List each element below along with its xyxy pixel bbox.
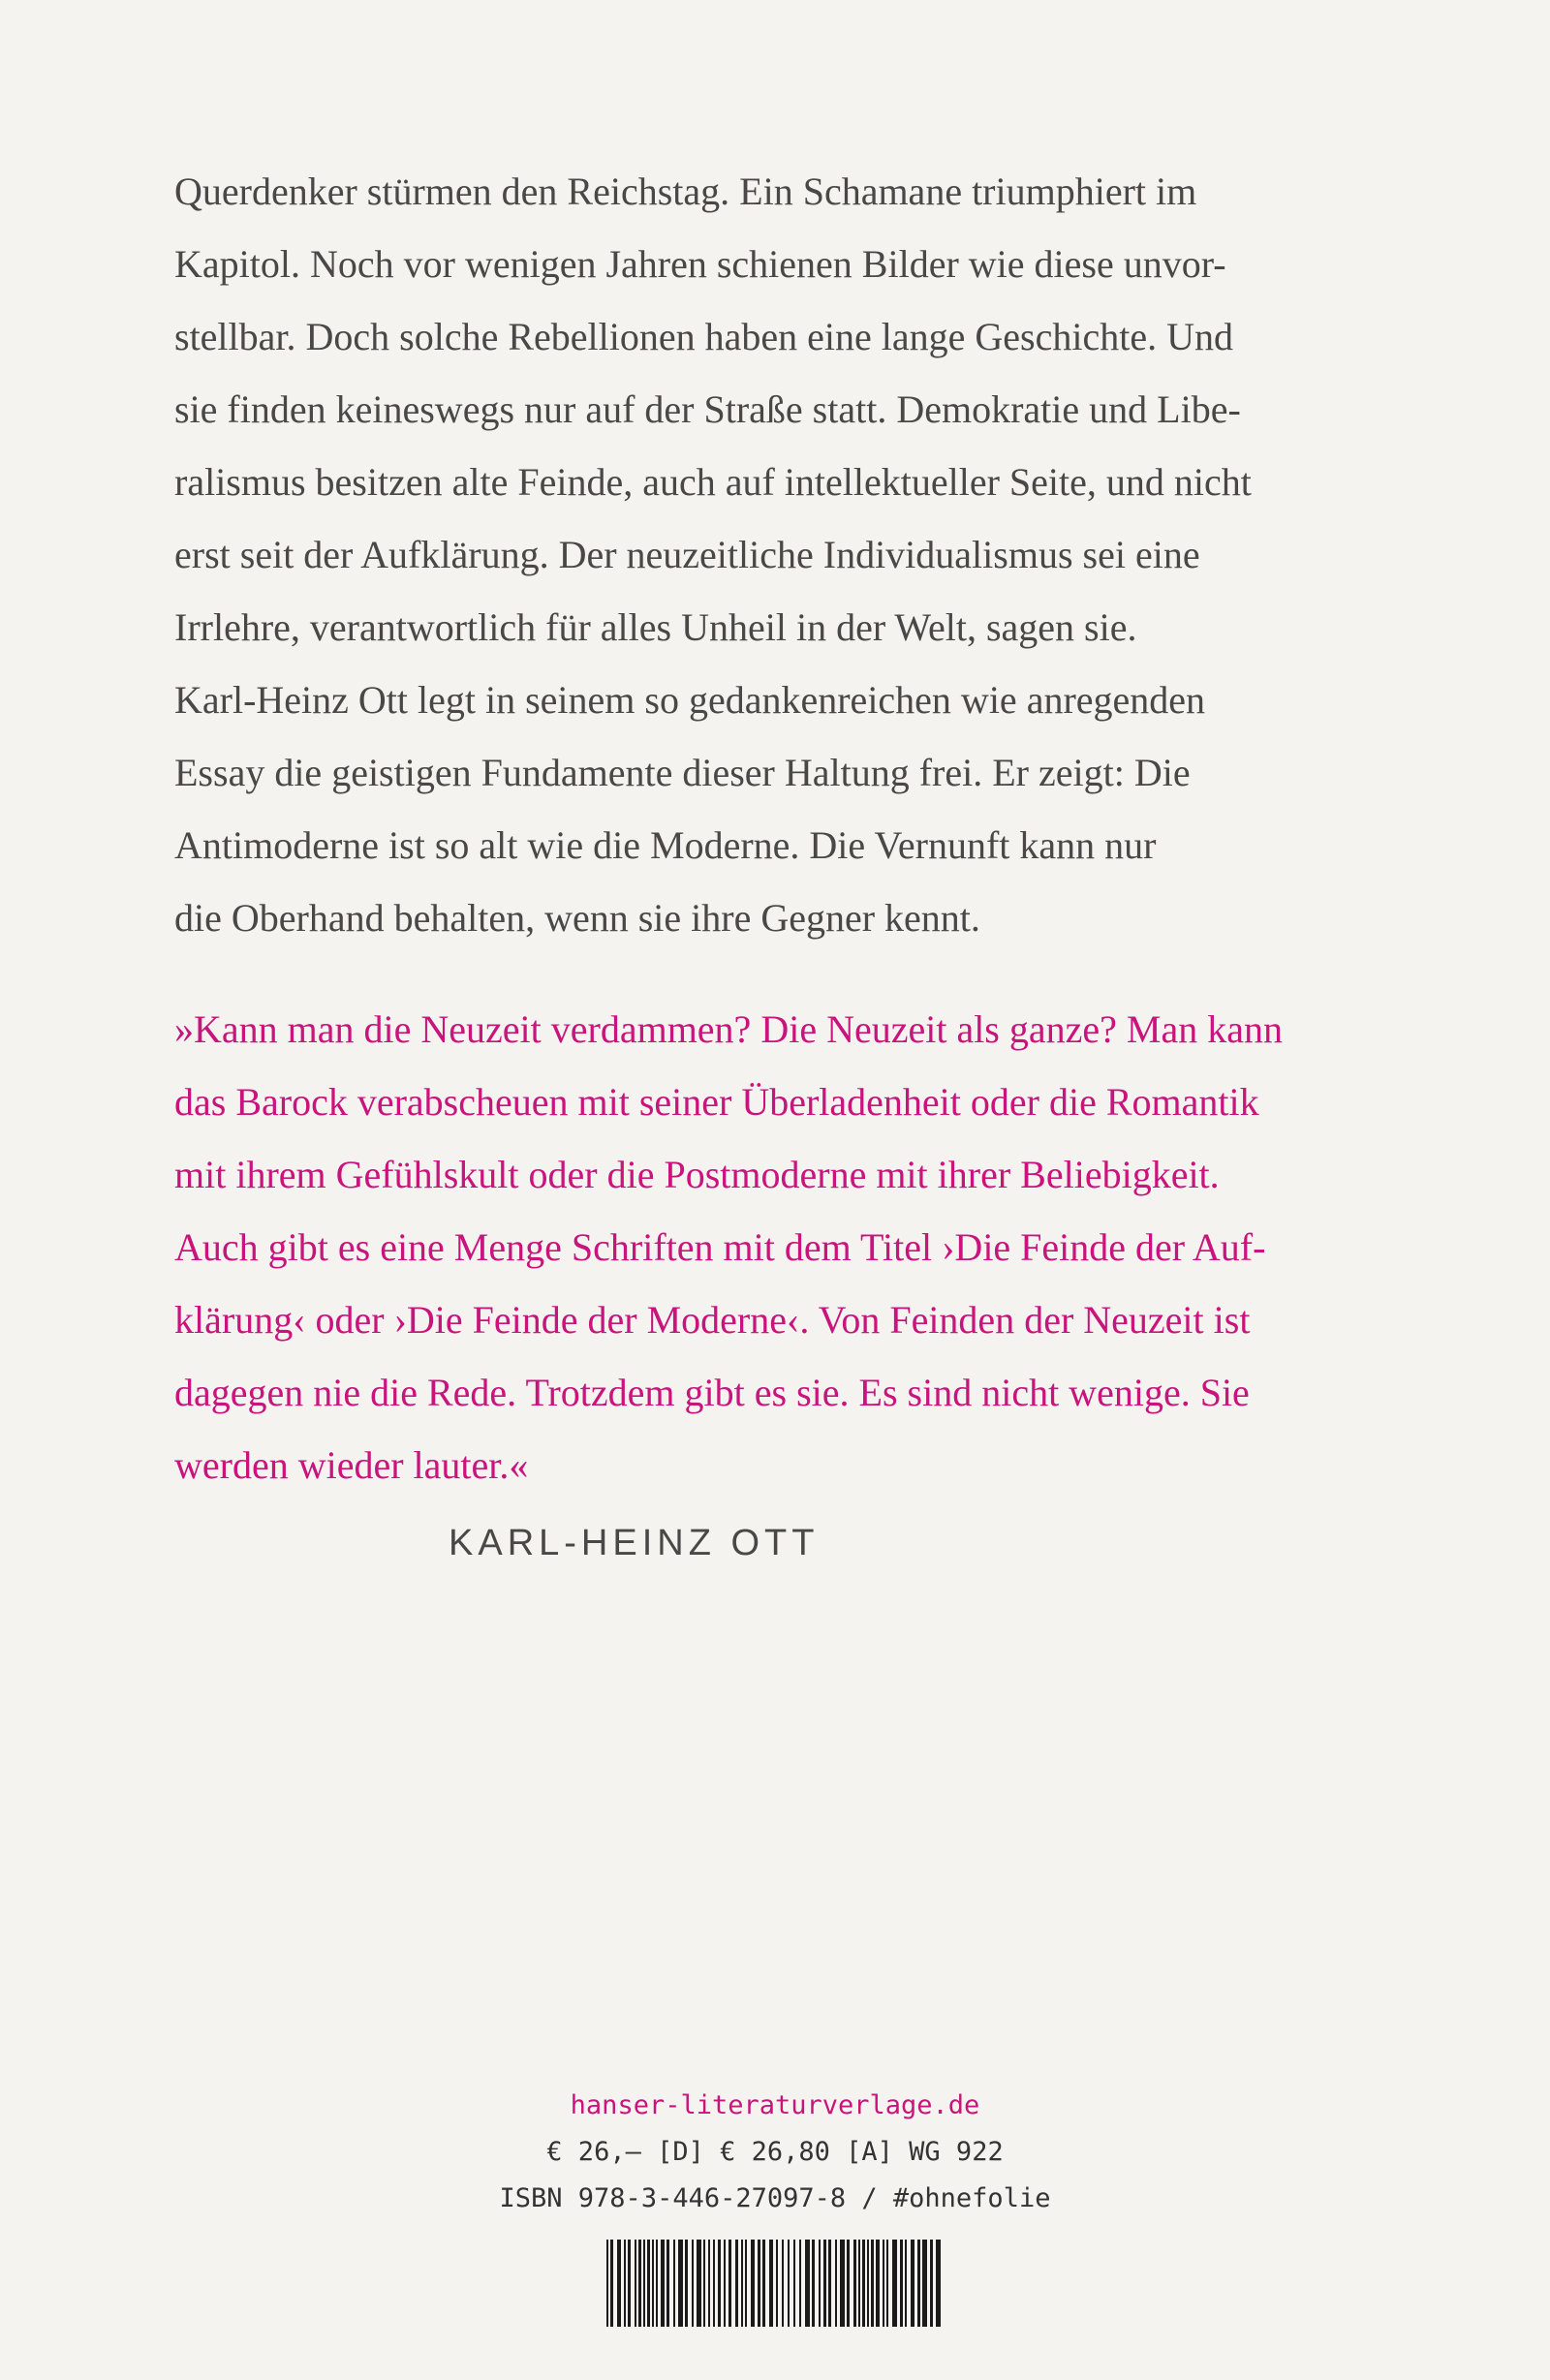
author-name: KARL-HEINZ OTT — [449, 1523, 820, 1563]
quote-line: »Kann man die Neuzeit verdammen? Die Neuzeit als ganze? Man kann — [174, 1007, 1283, 1051]
author-quote — [174, 993, 1453, 1501]
barcode-bar — [922, 2240, 927, 2327]
barcode-bar — [762, 2240, 765, 2327]
barcode-bar — [867, 2240, 869, 2327]
barcode-bar — [876, 2240, 880, 2327]
barcode-bar — [685, 2240, 688, 2327]
isbn-barcode — [606, 2240, 944, 2327]
barcode-bar — [883, 2240, 884, 2327]
barcode-bar — [835, 2240, 837, 2327]
barcode-bar — [666, 2240, 669, 2327]
barcode-bar — [862, 2240, 865, 2327]
barcode-bar — [917, 2240, 920, 2327]
barcode-bar — [858, 2240, 860, 2327]
blurb-line: Irrlehre, verantwortlich für alles Unheil in der Welt, sagen sie. — [174, 605, 1137, 649]
quote-line: klärung‹ oder ›Die Feinde der Moderne‹. Von Feinden der Neuzeit ist — [174, 1298, 1251, 1342]
back-cover-footer — [0, 2083, 1550, 2327]
blurb-line: Essay die geistigen Fundamente dieser Haltung frei. Er zeigt: Die — [174, 751, 1191, 794]
barcode-bar — [892, 2240, 897, 2327]
barcode-bar — [673, 2240, 675, 2327]
barcode-bar — [853, 2240, 856, 2327]
barcode-bar — [828, 2240, 831, 2327]
barcode-bar — [886, 2240, 888, 2327]
barcode-bar — [606, 2240, 608, 2327]
barcode-bar — [871, 2240, 874, 2327]
barcode-bar — [692, 2240, 694, 2327]
barcode-bar — [823, 2240, 826, 2327]
blurb-line: stellbar. Doch solche Rebellionen haben eine lange Geschichte. Und — [174, 315, 1233, 358]
quote-line: dagegen nie die Rede. Trotzdem gibt es sie. Es sind nicht wenige. Sie — [174, 1371, 1250, 1414]
barcode-bar — [718, 2240, 721, 2327]
blurb-line: Karl-Heinz Ott legt in seinem so gedankenreichen wie anregenden — [174, 678, 1206, 722]
barcode-bar — [678, 2240, 683, 2327]
isbn-line: ISBN 978-3-446-27097-8 / #ohnefolie — [499, 2183, 1051, 2213]
barcode-bar — [758, 2240, 760, 2327]
barcode-bar — [930, 2240, 933, 2327]
barcode-bar — [793, 2240, 795, 2327]
barcode-bar — [769, 2240, 773, 2327]
quote-line: Auch gibt es eine Menge Schriften mit dem Titel ›Die Feinde der Auf- — [174, 1225, 1266, 1269]
blurb-text — [174, 155, 1434, 954]
barcode-bar — [624, 2240, 626, 2327]
barcode-bar — [697, 2240, 701, 2327]
barcode-bar — [713, 2240, 715, 2327]
barcode-bar — [628, 2240, 631, 2327]
barcode-bar — [840, 2240, 845, 2327]
barcode-bar — [656, 2240, 658, 2327]
barcode-bar — [782, 2240, 784, 2327]
barcode-bar — [911, 2240, 914, 2327]
barcode-bar — [610, 2240, 613, 2327]
barcode-bar — [617, 2240, 621, 2327]
barcode-bar — [847, 2240, 850, 2327]
barcode-bar — [708, 2240, 710, 2327]
quote-line: das Barock verabscheuen mit seiner Überladenheit oder die Romantik — [174, 1080, 1259, 1124]
blurb-line: erst seit der Aufklärung. Der neuzeitliche Individualismus sei eine — [174, 533, 1200, 576]
barcode-bar — [805, 2240, 810, 2327]
barcode-bar — [788, 2240, 790, 2327]
barcode-bar — [724, 2240, 726, 2327]
blurb-line: ralismus besitzen alte Feinde, auch auf intellektueller Seite, und nicht — [174, 460, 1252, 504]
blurb-line: die Oberhand behalten, wenn sie ihre Gegner kennt. — [174, 896, 980, 940]
barcode-bar — [638, 2240, 641, 2327]
blurb-line: Antimoderne ist so alt wie die Moderne. Die Vernunft kann nur — [174, 823, 1157, 867]
barcode-bar — [936, 2240, 941, 2327]
price-line: € 26,– [D] € 26,80 [A] WG 922 — [546, 2137, 1004, 2167]
blurb-line: Querdenker stürmen den Reichstag. Ein Schamane triumphiert im — [174, 170, 1197, 213]
barcode-bar — [751, 2240, 755, 2327]
quote-line: mit ihrem Gefühlskult oder die Postmoderne mit ihrer Beliebigkeit. — [174, 1153, 1220, 1196]
blurb-line: Kapitol. Noch vor wenigen Jahren schienen Bilder wie diese unvor- — [174, 242, 1226, 286]
barcode-bar — [799, 2240, 801, 2327]
barcode-bar — [647, 2240, 650, 2327]
barcode-bar — [735, 2240, 738, 2327]
barcode-bar — [643, 2240, 645, 2327]
barcode-bar — [905, 2240, 907, 2327]
barcode-bar — [741, 2240, 743, 2327]
barcode-bar — [652, 2240, 654, 2327]
barcode-bar — [745, 2240, 747, 2327]
barcode-bar — [776, 2240, 778, 2327]
barcode-bar — [635, 2240, 636, 2327]
quote-line: werden wieder lauter.« — [174, 1443, 529, 1487]
barcode-bar — [728, 2240, 731, 2327]
barcode-bar — [812, 2240, 815, 2327]
blurb-line: sie finden keineswegs nur auf der Straße statt. Demokratie und Libe- — [174, 387, 1241, 431]
barcode-bar — [661, 2240, 665, 2327]
barcode-bar — [900, 2240, 903, 2327]
barcode-bar — [819, 2240, 821, 2327]
barcode-bar — [703, 2240, 705, 2327]
publisher-url[interactable]: hanser-literaturverlage.de — [570, 2090, 980, 2120]
